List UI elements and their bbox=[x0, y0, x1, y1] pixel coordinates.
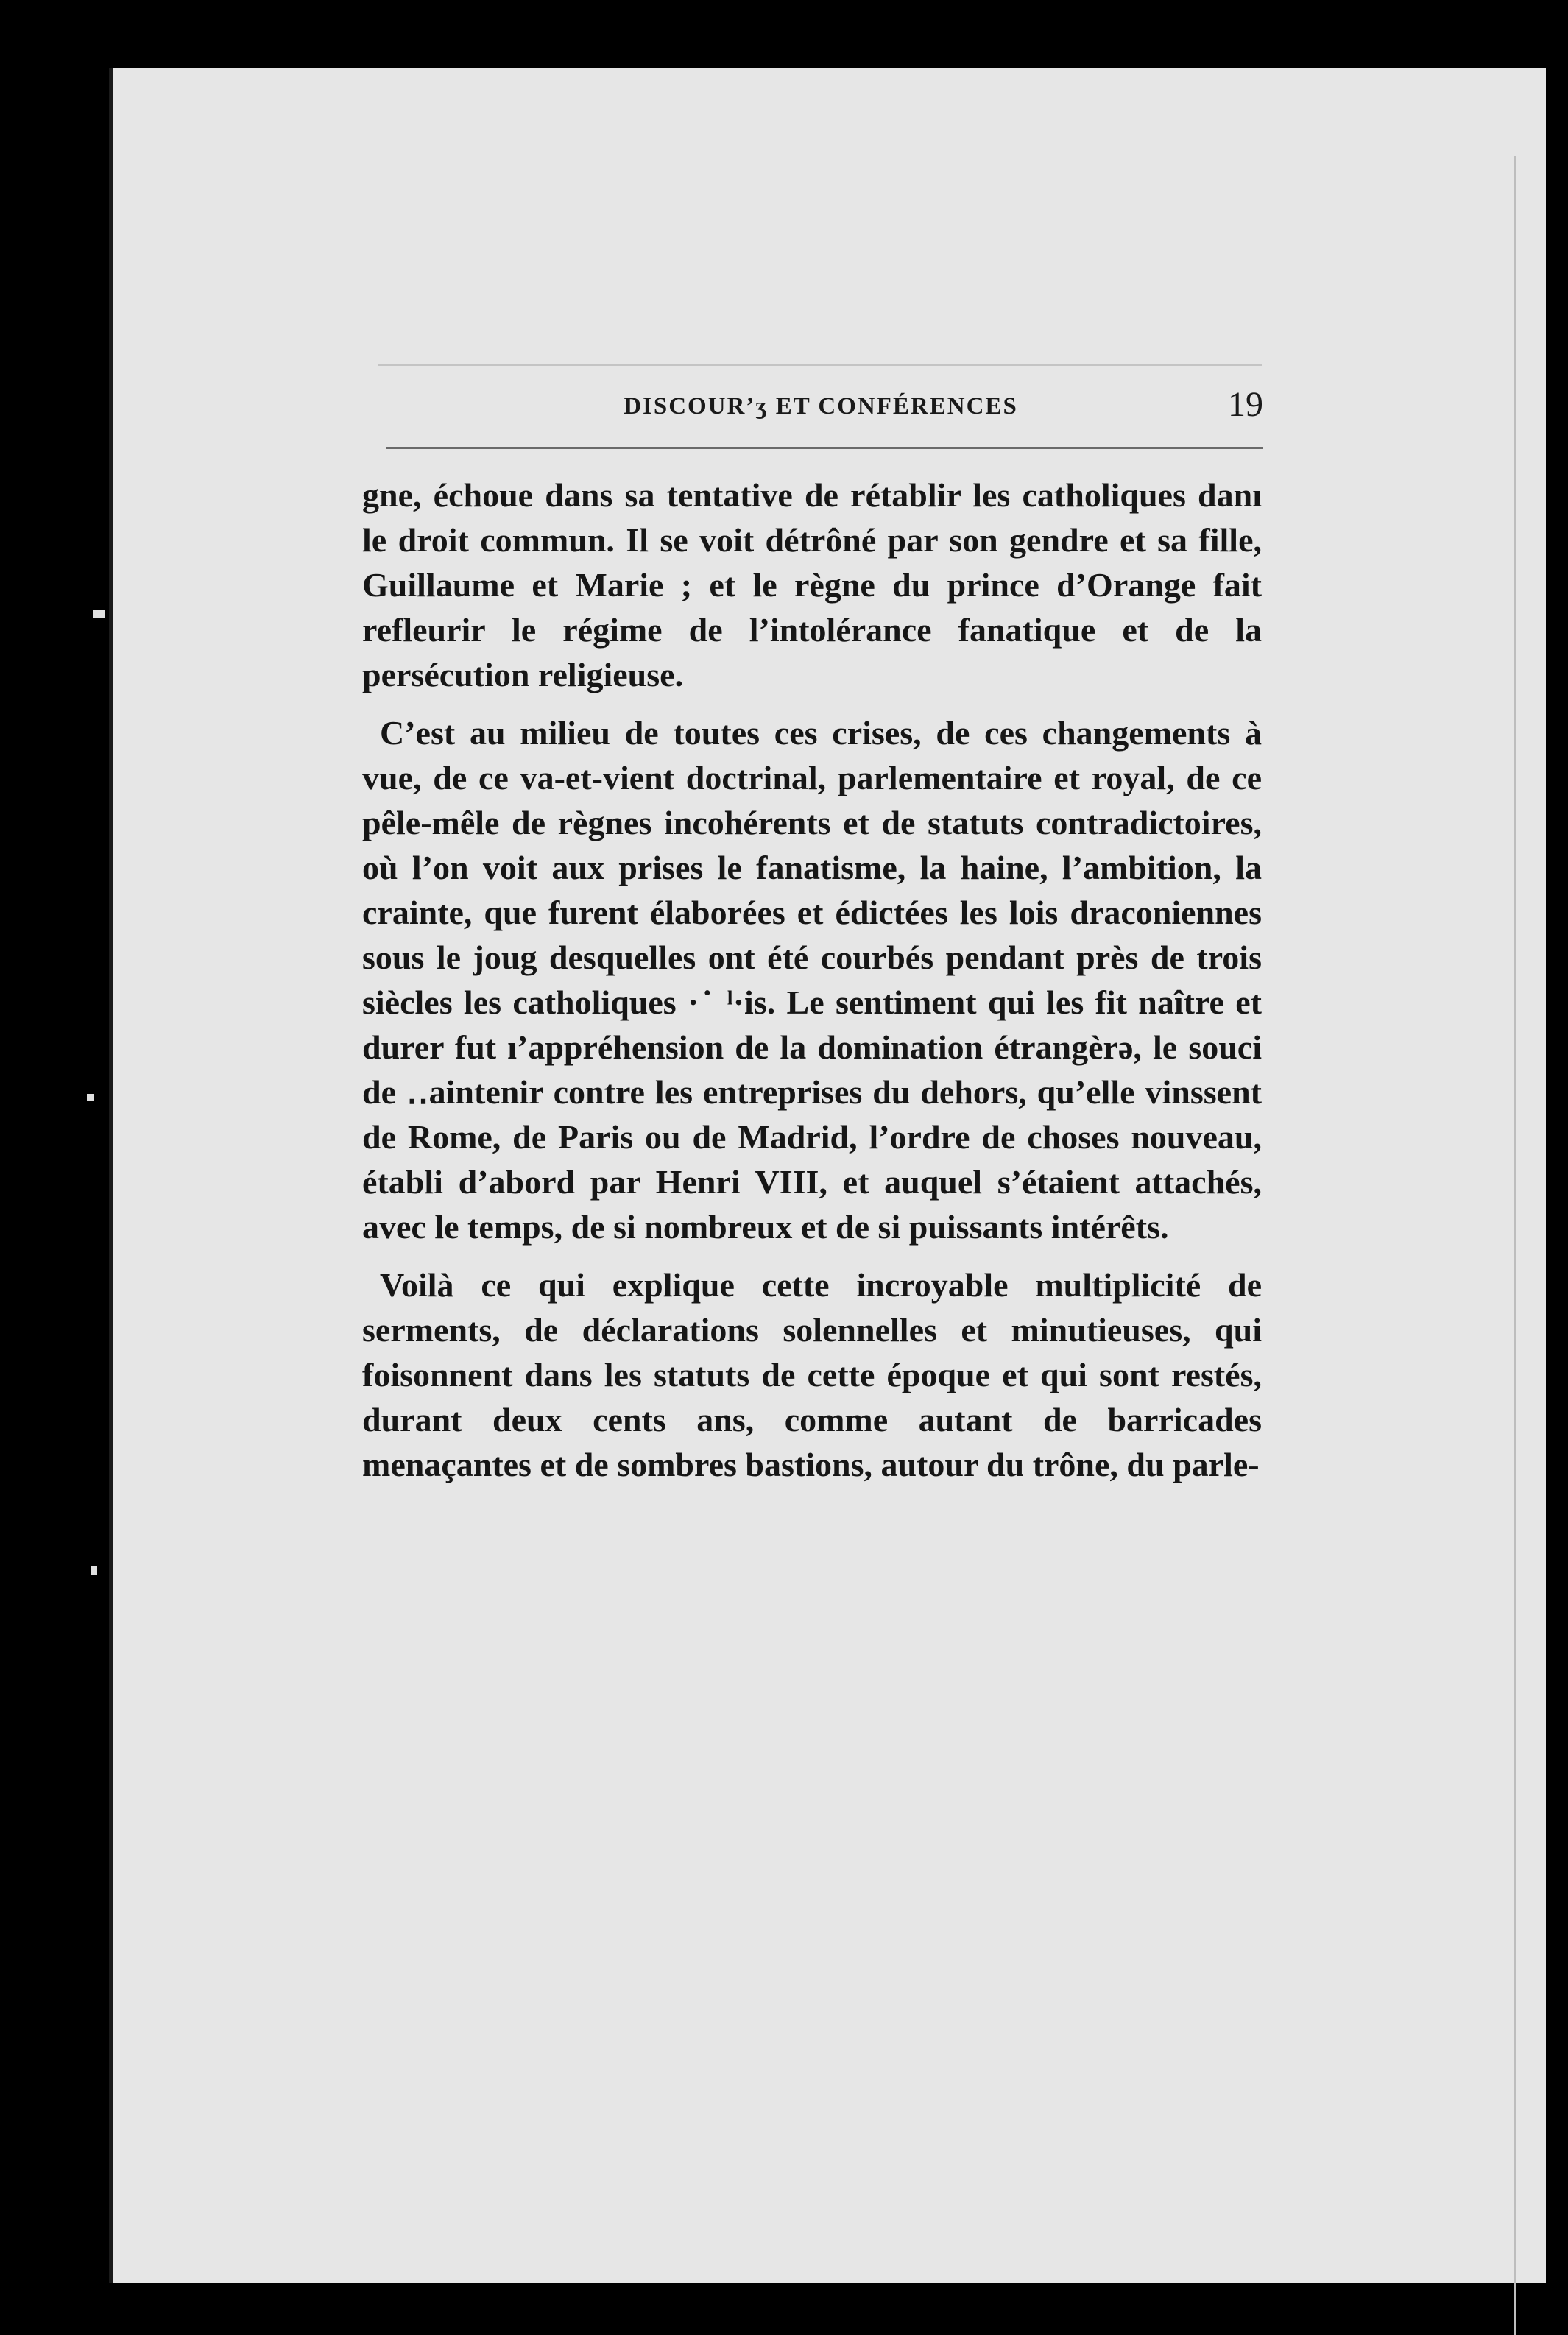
margin-mark bbox=[93, 610, 105, 618]
book-page bbox=[109, 68, 1546, 2283]
margin-mark bbox=[91, 1566, 97, 1575]
running-title: DISCOUR’ʒ ET CONFÉRENCES bbox=[624, 393, 1018, 420]
page-edge bbox=[1514, 156, 1516, 2335]
paragraph-1: gne, échoue dans sa tentative de rétablir les catholiques danı le droit commun. Il se voit détrôné par son gendre et sa fille, Guillaume et Marie ; et le règne du prince d’Orange fait refleurir le régime de l’intolérance fanatique et de la persécution religieuse. bbox=[362, 476, 1262, 693]
paragraph-3: Voilà ce qui explique cette incroyable multiplicité de serments, de déclarations solennelles et minutieuses, qui foisonnent dans les statuts de cette époque et qui sont restés, durant deux cents ans, comme autant de barricades menaçantes et de sombres bastions, autour du trône, du parle- bbox=[362, 1266, 1262, 1483]
running-head bbox=[378, 383, 1263, 434]
margin-mark bbox=[87, 1094, 94, 1101]
page-number: 19 bbox=[1228, 385, 1263, 424]
body-text bbox=[362, 473, 1262, 1500]
paragraph-2: C’est au milieu de toutes ces crises, de ces changements à vue, de ce va-et-vient doctrinal, parlementaire et royal, de ce pêle-mêle de règnes incohérents et de statuts contradictoires, où l’on voit aux prises le fanatisme, la haine, l’ambition, la crainte, que furent élaborées et édictées les lois draconiennes sous le joug desquelles ont été courbés pendant près de trois siècles les catholiques ·˙ ˡ·is. Le sentiment qui les fit naître et durer fut ı’appréhension de la domination étrangèrə, le souci de ‥aintenir contre les entreprises du dehors, qu’elle vinssent de Rome, de Paris ou de Madrid, l’ordre de choses nouveau, établi d’abord par Henri VIII, et auquel s’étaient attachés, avec le temps, de si nombreux et de si puissants intérêts. bbox=[362, 714, 1262, 1246]
top-rule bbox=[378, 364, 1262, 366]
header-rule bbox=[386, 447, 1263, 449]
